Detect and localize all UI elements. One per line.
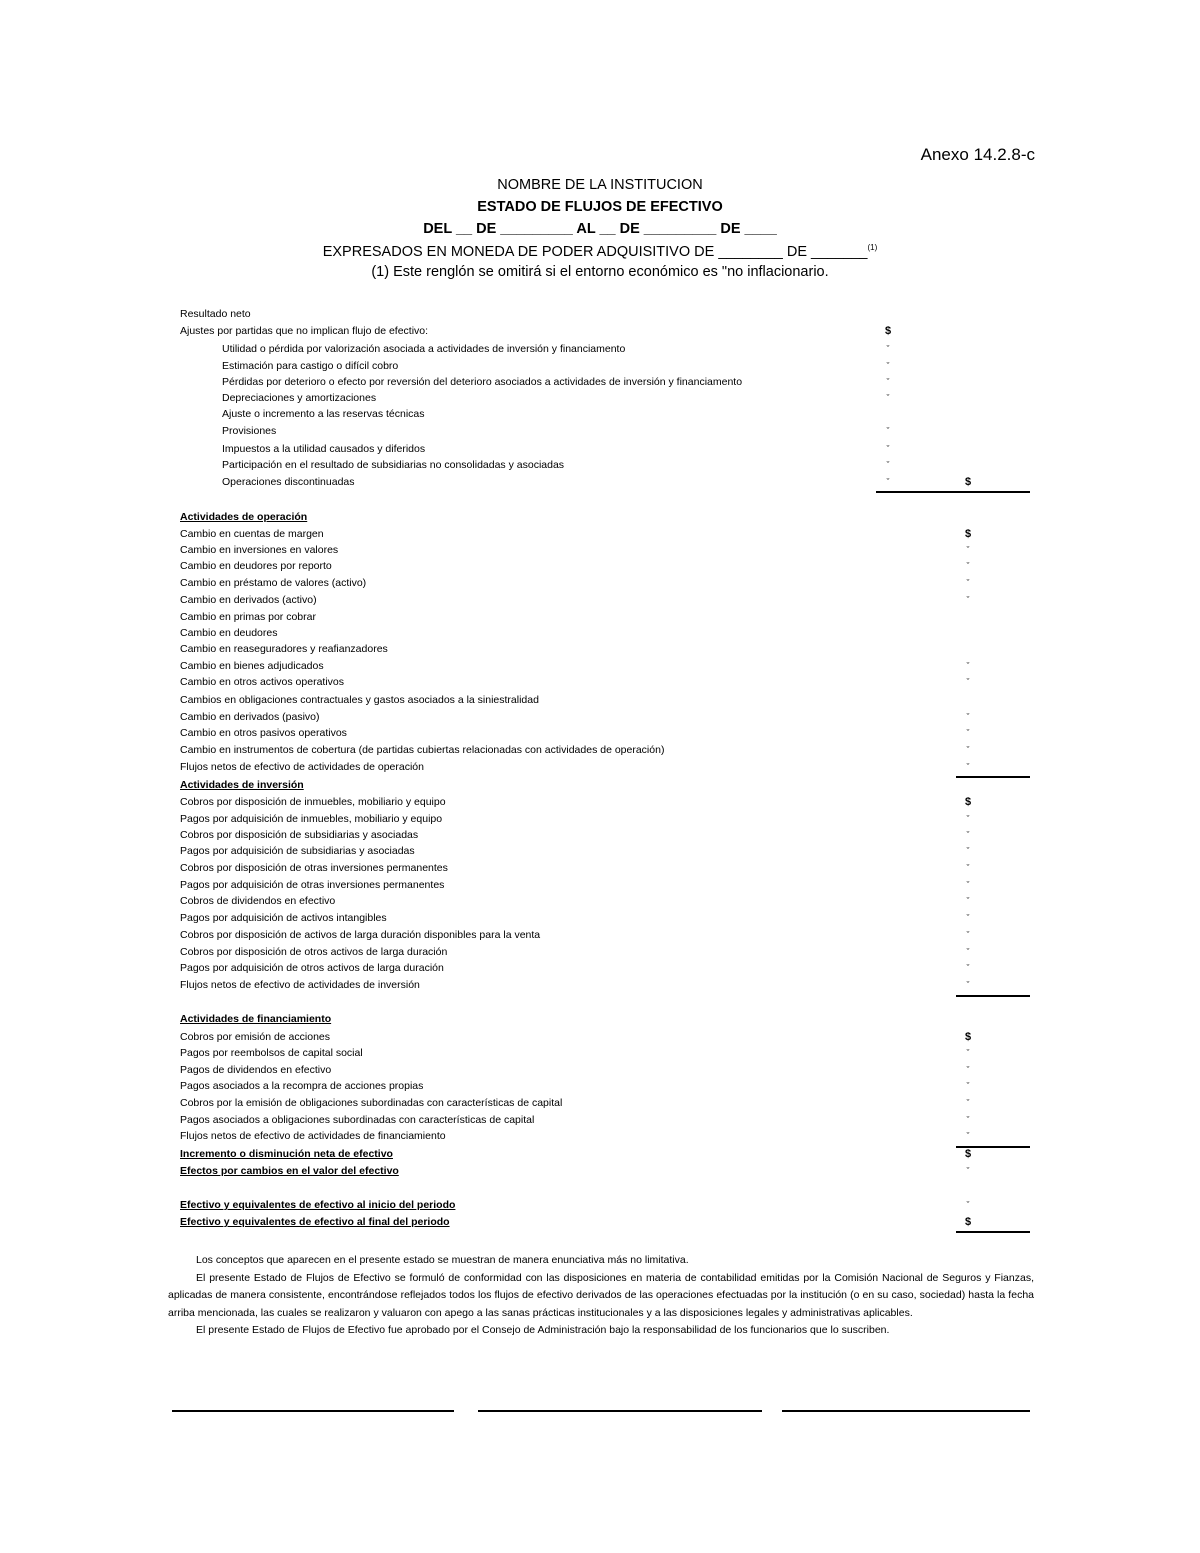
total-rule (956, 995, 1030, 997)
statement-row (0, 1062, 1200, 1078)
blank-mark: ˇ (886, 426, 890, 436)
dollar-sign: $ (964, 476, 972, 488)
statement-row (0, 1029, 1200, 1045)
blank-mark: ˇ (966, 1048, 970, 1058)
row-label: Actividades de financiamiento (180, 1013, 332, 1025)
statement-row (0, 709, 1200, 725)
row-label: Ajustes por partidas que no implican flujo de efectivo: (180, 325, 429, 337)
note-paragraph: El presente Estado de Flujos de Efectivo fue aprobado por el Consejo de Administración bajo la responsabilidad de los funcionarios que lo suscriben. (196, 1324, 890, 1336)
blank-mark: ˇ (886, 393, 890, 403)
row-label: Cobros por disposición de subsidiarias y asociadas (180, 829, 419, 841)
row-label: Ajuste o incremento a las reservas técnicas (222, 408, 425, 420)
blank-mark: ˇ (966, 745, 970, 755)
row-label: Pagos por adquisición de activos intangibles (180, 912, 387, 924)
statement-title: ESTADO DE FLUJOS DE EFECTIVO (477, 199, 723, 215)
total-rule (956, 1146, 1030, 1148)
blank-mark: ˇ (966, 930, 970, 940)
row-label: Flujos netos de efectivo de actividades de operación (180, 761, 424, 773)
statement-row (0, 526, 1200, 542)
dollar-sign: $ (964, 796, 972, 808)
statement-row (0, 1112, 1200, 1128)
statement-row (0, 457, 1200, 473)
institution-name: NOMBRE DE LA INSTITUCION (497, 177, 703, 193)
blank-mark: ˇ (966, 1098, 970, 1108)
statement-row (0, 944, 1200, 960)
signature-line (478, 1410, 762, 1412)
row-label: Cobros por emisión de acciones (180, 1031, 330, 1043)
blank-mark: ˇ (966, 814, 970, 824)
blank-mark: ˇ (966, 863, 970, 873)
row-label: Efectos por cambios en el valor del efectivo (180, 1165, 399, 1177)
statement-row (0, 725, 1200, 741)
row-label: Actividades de inversión (180, 779, 304, 791)
blank-mark: ˇ (966, 595, 970, 605)
blank-mark: ˇ (966, 980, 970, 990)
row-label: Pagos asociados a obligaciones subordinadas con características de capital (180, 1114, 535, 1126)
blank-mark: ˇ (966, 728, 970, 738)
row-label: Cambio en préstamo de valores (activo) (180, 577, 367, 589)
row-label: Actividades de operación (180, 511, 308, 523)
row-label: Pagos por adquisición de inmuebles, mobiliario y equipo (180, 813, 443, 825)
dollar-sign: $ (964, 1216, 972, 1228)
row-label: Pagos por reembolsos de capital social (180, 1047, 363, 1059)
row-label: Operaciones discontinuadas (222, 476, 355, 488)
blank-mark: ˇ (966, 1081, 970, 1091)
row-label: Cambio en inversiones en valores (180, 544, 339, 556)
statement-row (0, 692, 1200, 708)
blank-mark: ˇ (886, 444, 890, 454)
statement-row (0, 794, 1200, 810)
blank-mark: ˇ (886, 460, 890, 470)
row-label: Utilidad o pérdida por valorización asociada a actividades de inversión y financiamento (222, 343, 626, 355)
blank-mark: ˇ (966, 712, 970, 722)
section-row (0, 509, 1200, 525)
statement-row (0, 625, 1200, 641)
blank-mark: ˇ (966, 947, 970, 957)
statement-row (0, 323, 1200, 339)
statement-row (0, 423, 1200, 439)
annex-reference: Anexo 14.2.8-c (920, 145, 1035, 164)
statement-row (0, 1045, 1200, 1061)
dollar-sign: $ (964, 1031, 972, 1043)
signature-line (172, 1410, 454, 1412)
statement-row (0, 609, 1200, 625)
row-label: Cambio en cuentas de margen (180, 528, 324, 540)
section-row (0, 777, 1200, 793)
row-label: Depreciaciones y amortizaciones (222, 392, 377, 404)
blank-mark: ˇ (966, 1166, 970, 1176)
total-rule (956, 491, 1030, 493)
row-label: Cobros por disposición de inmuebles, mobiliario y equipo (180, 796, 446, 808)
section-row (0, 1214, 1200, 1230)
statement-row (0, 474, 1200, 490)
statement-row (0, 742, 1200, 758)
row-label: Pagos por adquisición de otras inversiones permanentes (180, 879, 445, 891)
row-label: Cambios en obligaciones contractuales y gastos asociados a la siniestralidad (180, 694, 539, 706)
blank-mark: ˇ (966, 1131, 970, 1141)
blank-mark: ˇ (966, 578, 970, 588)
blank-mark: ˇ (886, 361, 890, 371)
blank-mark: ˇ (966, 677, 970, 687)
row-label: Cambio en primas por cobrar (180, 611, 316, 623)
statement-row (0, 658, 1200, 674)
row-label: Efectivo y equivalentes de efectivo al inicio del periodo (180, 1199, 456, 1211)
blank-mark: ˇ (966, 545, 970, 555)
row-label: Cobros por disposición de activos de larga duración disponibles para la venta (180, 929, 541, 941)
row-label: Participación en el resultado de subsidiarias no consolidadas y asociadas (222, 459, 565, 471)
blank-mark: ˇ (966, 880, 970, 890)
blank-mark: ˇ (886, 344, 890, 354)
statement-row (0, 575, 1200, 591)
blank-mark: ˇ (966, 1115, 970, 1125)
statement-row (0, 341, 1200, 357)
dollar-sign: $ (884, 325, 892, 337)
statement-period: DEL __ DE _________ AL __ DE _________ DE ____ (423, 221, 777, 237)
blank-mark: ˇ (966, 896, 970, 906)
statement-row (0, 811, 1200, 827)
statement-row (0, 860, 1200, 876)
section-row (0, 1197, 1200, 1213)
row-label: Flujos netos de efectivo de actividades de financiamiento (180, 1130, 446, 1142)
statement-row (0, 977, 1200, 993)
row-label: Pagos de dividendos en efectivo (180, 1064, 332, 1076)
statement-row (0, 558, 1200, 574)
currency-text: EXPRESADOS EN MONEDA DE PODER ADQUISITIVO DE ________ DE _______ (322, 243, 868, 260)
row-label: Cambio en deudores (180, 627, 278, 639)
blank-mark: ˇ (966, 661, 970, 671)
statement-row (0, 843, 1200, 859)
row-label: Pagos asociados a la recompra de acciones propias (180, 1080, 424, 1092)
section-row (0, 1011, 1200, 1027)
note-paragraph: El presente Estado de Flujos de Efectivo se formuló de conformidad con las disposiciones en materia de contabilidad emitidas por la Comisión Nacional de Seguros y Fianzas, aplicadas de manera consistente, encontrándose reflejados todos los flujos de efectivo derivados de las operaciones efectuadas por la institución (o en su caso, sociedad) hasta la fecha arriba mencionada, las cuales se realizaron y valuaron con apego a las sanas prácticas institucionales y a las disposiciones legales y administrativas aplicables. (168, 1271, 1034, 1319)
row-label: Resultado neto (180, 308, 251, 320)
row-label: Cobros por la emisión de obligaciones subordinadas con características de capital (180, 1097, 563, 1109)
notes (168, 1252, 1034, 1340)
blank-mark: ˇ (966, 1200, 970, 1210)
blank-mark: ˇ (966, 1065, 970, 1075)
row-label: Cambio en otros pasivos operativos (180, 727, 347, 739)
blank-mark: ˇ (966, 830, 970, 840)
section-row (0, 1146, 1200, 1162)
row-label: Pérdidas por deterioro o efecto por reversión del deterioro asociados a actividades de inversión y financiamento (222, 376, 743, 388)
statement-row (0, 910, 1200, 926)
statement-row (0, 390, 1200, 406)
row-label: Cambio en deudores por reporto (180, 560, 332, 572)
blank-mark: ˇ (966, 963, 970, 973)
statement-row (0, 441, 1200, 457)
statement-row (0, 358, 1200, 374)
statement-row (0, 1128, 1200, 1144)
row-label: Cambio en derivados (pasivo) (180, 711, 320, 723)
statement-row (0, 1078, 1200, 1094)
statement-row (0, 827, 1200, 843)
statement-row (0, 592, 1200, 608)
total-rule (876, 491, 956, 493)
dollar-sign: $ (964, 1148, 972, 1160)
row-label: Cambio en bienes adjudicados (180, 660, 324, 672)
row-label: Cambio en reaseguradores y reafianzadores (180, 643, 388, 655)
row-label: Cambio en otros activos operativos (180, 676, 344, 688)
row-label: Impuestos a la utilidad causados y diferidos (222, 443, 426, 455)
row-label: Efectivo y equivalentes de efectivo al final del periodo (180, 1216, 450, 1228)
currency-note-mark: (1) (867, 243, 878, 252)
row-label: Cobros por disposición de otras inversiones permanentes (180, 862, 448, 874)
blank-mark: ˇ (966, 762, 970, 772)
statement-row (0, 406, 1200, 422)
dollar-sign: $ (964, 528, 972, 540)
statement-row (0, 893, 1200, 909)
signature-line (782, 1410, 1030, 1412)
row-label: Pagos por adquisición de otros activos de larga duración (180, 962, 444, 974)
row-label: Cambio en instrumentos de cobertura (de partidas cubiertas relacionadas con actividades de operación) (180, 744, 665, 756)
inflation-footnote: (1) Este renglón se omitirá si el entorno económico es "no inflacionario. (371, 264, 829, 280)
statement-row (0, 306, 1200, 322)
statement-row (0, 1095, 1200, 1111)
section-row (0, 1163, 1200, 1179)
total-rule (956, 776, 1030, 778)
row-label: Cambio en derivados (activo) (180, 594, 317, 606)
statement-row (0, 674, 1200, 690)
statement-row (0, 759, 1200, 775)
row-label: Cobros por disposición de otros activos de larga duración (180, 946, 448, 958)
row-label: Estimación para castigo o difícil cobro (222, 360, 399, 372)
note-paragraph: Los conceptos que aparecen en el presente estado se muestran de manera enunciativa más no limitativa. (196, 1254, 689, 1266)
statement-row (0, 374, 1200, 390)
currency-line (0, 243, 1200, 260)
row-label: Pagos por adquisición de subsidiarias y asociadas (180, 845, 415, 857)
row-label: Provisiones (222, 425, 277, 437)
statement-row (0, 641, 1200, 657)
statement-row (0, 542, 1200, 558)
blank-mark: ˇ (966, 846, 970, 856)
row-label: Flujos netos de efectivo de actividades de inversión (180, 979, 420, 991)
statement-row (0, 877, 1200, 893)
row-label: Incremento o disminución neta de efectivo (180, 1148, 393, 1160)
row-label: Cobros de dividendos en efectivo (180, 895, 336, 907)
blank-mark: ˇ (966, 913, 970, 923)
blank-mark: ˇ (886, 377, 890, 387)
statement-row (0, 960, 1200, 976)
blank-mark: ˇ (966, 561, 970, 571)
statement-row (0, 927, 1200, 943)
total-rule (956, 1231, 1030, 1233)
blank-mark: ˇ (886, 477, 890, 487)
